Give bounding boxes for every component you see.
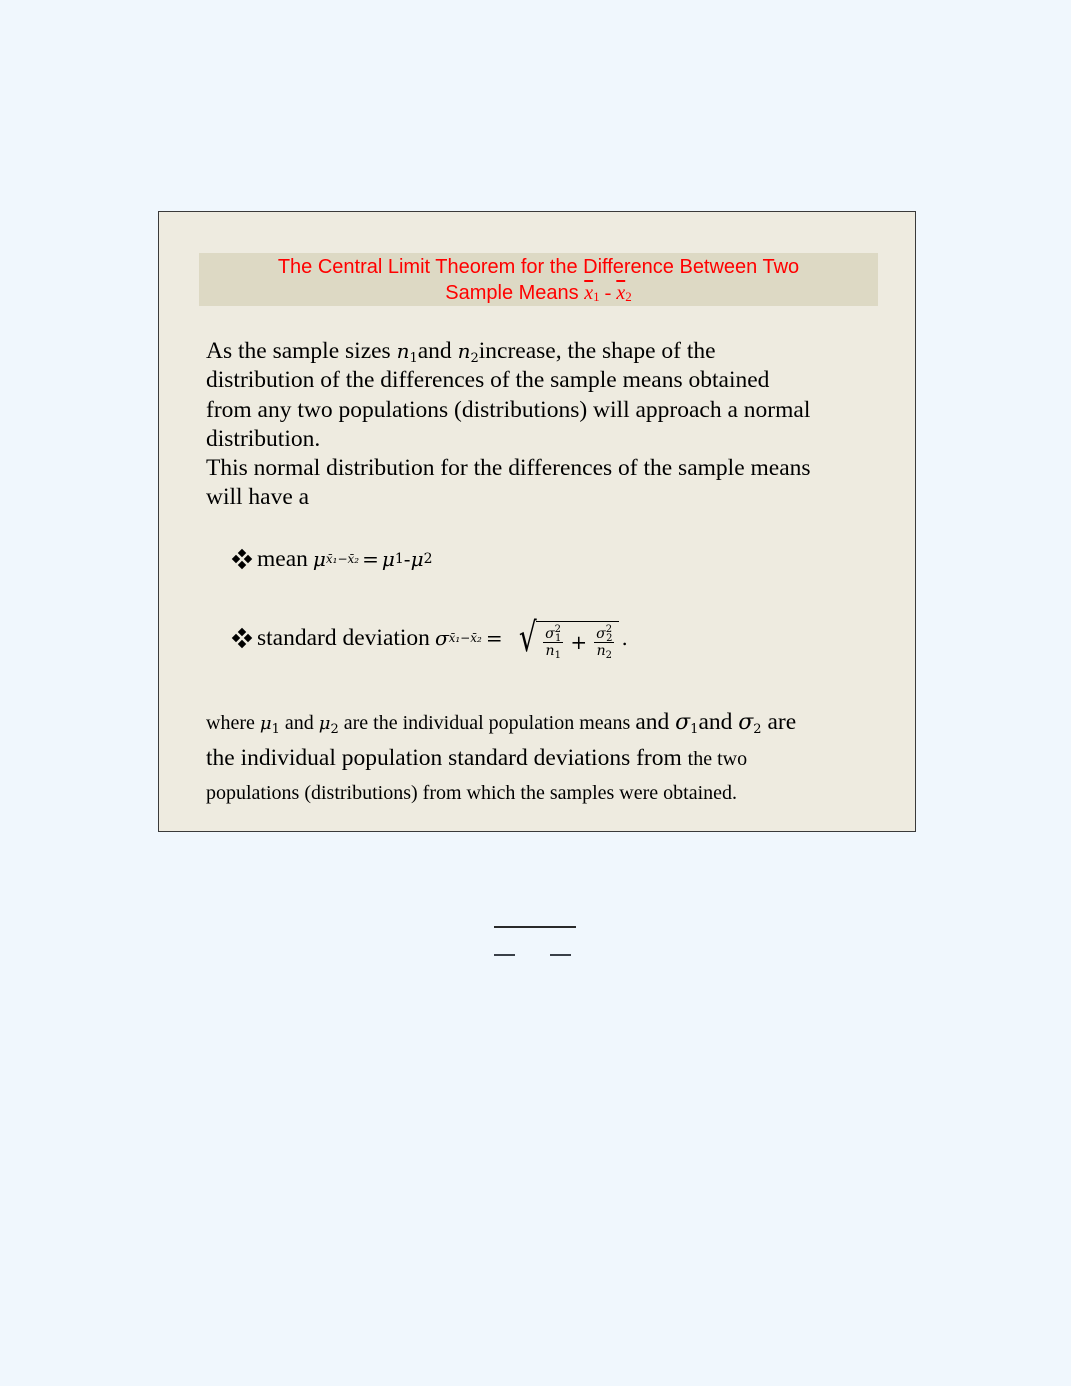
slide-title <box>199 253 878 306</box>
note-line-1: where $\mu_1$ and $\mu_2$ are the individual population means and $\sigma_1and$ $\sigma_2$ are <box>206 709 797 737</box>
bullet-mean-label: mean <box>257 546 308 572</box>
four-diamond-bullet-icon <box>233 629 251 647</box>
sd-formula: σ x̄₁−x̄₂ = √ $\frac{\sigma^2_1}{n_1}$ + $\frac{\sigma^2_2}{n_2}$ . <box>434 614 628 661</box>
paragraph-1: As the sample sizes $n_1and$ $n_2increase$, the shape of the distribution of the differences of the sample means obtained from any two populations (distributions) will approach a normal distribution. <box>206 338 811 452</box>
four-diamond-bullet-icon <box>233 550 251 568</box>
fraction-sigma2-sq-over-n2: $\frac{\sigma^2_2}{n_2}$ <box>596 623 613 661</box>
title-math-x1-minus-x2: $\overline{x}_1 - \overline{x}_2$ <box>584 282 632 304</box>
sqrt-icon: √ <box>518 614 537 661</box>
stray-fraction-bar-right <box>550 954 571 956</box>
theorem-body <box>206 337 886 513</box>
slide-panel <box>158 211 916 832</box>
definitions-note <box>206 706 896 812</box>
note-line-3: populations (distributions) from which the samples were obtained. <box>206 782 738 804</box>
title-line-1: The Central Limit Theorem for the Difference Between Two <box>277 256 800 278</box>
stray-fraction-bar <box>494 926 576 928</box>
square-root: √ $\frac{\sigma^2_1}{n_1}$ + $\frac{\sigma^2_2}{n_2}$ <box>515 615 620 661</box>
math-n2: $n_2$ <box>457 339 479 366</box>
paragraph-2: This normal distribution for the differences of the sample means will have a <box>206 455 811 511</box>
title-line-2-prefix: Sample Means <box>445 282 585 304</box>
bullet-mean <box>233 544 432 574</box>
fraction-sigma1-sq-over-n1: $\frac{\sigma^2_1}{n_1}$ <box>545 623 562 661</box>
mean-formula: μ x̄₁−x̄₂ = μ 1 - μ 2 <box>312 547 433 571</box>
title-line-2 <box>199 280 878 306</box>
math-n1: $n_1$ <box>396 339 418 366</box>
bullet-standard-deviation <box>233 610 628 665</box>
bullet-sd-label: standard deviation <box>257 624 430 651</box>
stray-fraction-bar-left <box>494 954 515 956</box>
note-line-2: the individual population standard deviations from the two <box>206 744 748 771</box>
